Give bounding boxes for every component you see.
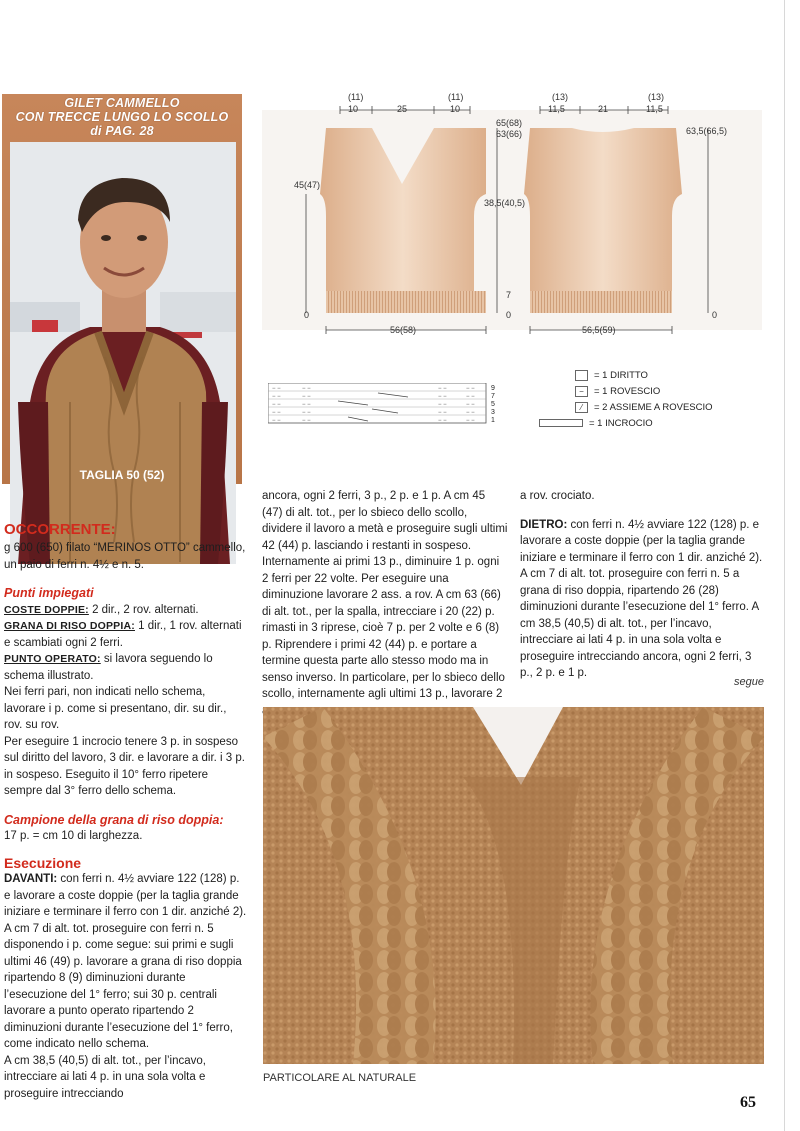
coste-text: 2 dir., 2 rov. alternati.: [88, 603, 199, 616]
davanti-paragraph-2: A cm 38,5 (40,5) di alt. tot., per l’incavo, intrecciare ai lati 4 p. in una sola volta e proseguire intrecciando: [4, 1054, 206, 1100]
front-rib: [326, 291, 486, 313]
back-rib: [530, 291, 672, 313]
dietro-key: DIETRO:: [520, 518, 568, 531]
coste-paragraph: [4, 602, 247, 619]
front-neck-label: 45(47): [294, 180, 321, 190]
page-edge-line: [784, 0, 785, 1131]
photo-title-line-2: CON TRECCE LUNGO LO SCOLLO: [15, 110, 229, 124]
stitch-chart: [268, 383, 500, 431]
front-top-left-value: 10: [348, 104, 359, 114]
esecuzione-title: Esecuzione: [4, 854, 82, 871]
svg-text:− −: − −: [272, 402, 281, 408]
front-top-right-label: (11): [448, 92, 464, 102]
campione-text: 17 p. = cm 10 di larghezza.: [4, 830, 143, 842]
front-shoulder-low: 63(66): [496, 129, 523, 139]
para-ferri-pari: Nei ferri pari, non indicati nello schema, lavorare i p. come si presentano, dir. su dir., rov. su rov.: [4, 686, 227, 731]
back-piece: [524, 128, 682, 313]
square-empty-icon: [575, 370, 588, 381]
knit-caption: PARTICOLARE AL NATURALE: [263, 1072, 417, 1084]
segue-label: segue: [734, 676, 764, 688]
legend-text-assieme: = 2 ASSIEME A ROVESCIO: [594, 401, 713, 413]
davanti-paragraph: [4, 871, 247, 1053]
mid-text: ancora, ogni 2 ferri, 3 p., 2 p. e 1 p. A cm 45 (47) di alt. tot., per lo sbieco dello scollo, dividere il lavoro a metà e proseguire sugli ultimi 42 (44) p. lasciando i restanti in sospeso. Internamente ai primi 13 p., diminuire 1 p. ogni 2 ferri per 22 volte. Per eseguire una diminuzione lavorare 2 ass. a rov. A cm 63 (66) di alt. tot., per la spalla, intrecciare i 20 (22) p. rimasti in 3 riprese, cioè 7 p. per 2 volte e 6 (8) p. Riprendere i primi 42 (44) p. e portare a termine questa parte allo stesso modo ma in senso inverso. In particolare, per lo sbieco dello scollo, internamente agli ultimi 13 p., lavorare 2: [262, 490, 508, 700]
photo-title-line-1: GILET CAMMELLO: [64, 96, 180, 110]
back-width-label: 56,5(59): [582, 325, 616, 335]
occorrente-title: OCCORRENTE:: [4, 521, 116, 538]
grana-key: GRANA DI RISO DOPPIA:: [4, 620, 135, 632]
occorrente-text: g 600 (650) filato “MERINOS OTTO” cammello, un paio di ferri n. 4½ e n. 5.: [4, 542, 246, 571]
svg-text:− −: − −: [438, 386, 447, 392]
chart-row-1: 1: [491, 417, 495, 424]
front-rib-label: 7: [506, 290, 512, 300]
garment-schematic: [262, 90, 762, 340]
photo-title-line-3: di PAG. 28: [90, 124, 154, 138]
svg-text:− −: − −: [438, 402, 447, 408]
chart-row-7: 7: [491, 393, 495, 400]
front-width-label: 56(58): [390, 325, 417, 335]
legend-row-incrocio: [575, 416, 653, 430]
coste-key: COSTE DOPPIE:: [4, 603, 89, 616]
dietro-paragraph: [520, 517, 765, 682]
svg-text:− −: − −: [272, 410, 281, 416]
middle-text-column: [262, 488, 508, 719]
back-top-right-value: 11,5: [646, 104, 663, 114]
knit-detail-photo: [263, 707, 764, 1064]
svg-text:− −: − −: [466, 402, 475, 408]
svg-text:− −: − −: [466, 386, 475, 392]
back-shoulder-label: 63,5(66,5): [686, 126, 728, 136]
right-text-top: a rov. crociato.: [520, 490, 595, 502]
punto-text: si lavora seguendo lo schema illustrato.: [4, 653, 213, 682]
svg-text:− −: − −: [438, 394, 447, 400]
punti-title: Punti impiegati: [4, 586, 94, 600]
svg-text:− −: − −: [272, 386, 281, 392]
svg-text:− −: − −: [272, 418, 281, 424]
legend-row-diritto: [575, 368, 648, 382]
right-text-column: [520, 488, 765, 682]
davanti-text: con ferri n. 4½ avviare 122 (128) p. e lavorare a coste doppie (per la taglia grande iniziare e terminare il ferro con 1 dir. anziché 2). A cm 7 di alt. tot. proseguire con ferri n. 5 disponendo i p. come segue: sui primi e sugli ultimi 46 (49) p. lavorare a grana di riso doppia ripartendo 8 (9) diminuzioni durante l’esecuzione del 1° ferro; sui 30 p. centrali lavorare a punto operato ripartendo 2 diminuzioni durante l’esecuzione del 1° ferro, come indicato nello schema.: [4, 873, 247, 1050]
front-piece: [320, 128, 486, 313]
front-zero-left: 0: [304, 310, 310, 320]
punto-key: PUNTO OPERATO:: [4, 653, 101, 665]
svg-text:− −: − −: [302, 394, 311, 400]
chart-row-5: 5: [491, 401, 495, 408]
back-zero-right: 0: [712, 310, 718, 320]
svg-text:− −: − −: [438, 410, 447, 416]
back-top-right-label: (13): [648, 92, 665, 102]
svg-text:− −: − −: [302, 386, 311, 392]
svg-text:− −: − −: [302, 402, 311, 408]
svg-text:− −: − −: [438, 418, 447, 424]
legend-text-rovescio: = 1 ROVESCIO: [594, 385, 661, 397]
front-shoulder-top: 65(68): [496, 118, 523, 128]
knit-texture: [263, 707, 764, 1064]
campione-title: Campione della grana di riso doppia:: [4, 812, 224, 827]
svg-text:− −: − −: [466, 394, 475, 400]
svg-text:− −: − −: [466, 410, 475, 416]
chart-row-9: 9: [491, 385, 495, 392]
svg-text:− −: − −: [302, 418, 311, 424]
model-photo-card: [2, 94, 242, 484]
svg-text:− −: − −: [302, 410, 311, 416]
model-photo: [10, 142, 236, 564]
model-illustration: [10, 142, 236, 564]
legend-text-diritto: = 1 DIRITTO: [594, 369, 648, 381]
front-zero-right: 0: [506, 310, 512, 320]
svg-text:− −: − −: [466, 418, 475, 424]
square-slash-icon: ⁄: [575, 402, 588, 413]
dietro-text: con ferri n. 4½ avviare 122 (128) p. e lavorare a coste doppie (per la taglia grande iniziare e terminare il ferro con 1 dir. anziché 2). A cm 7 di alt. tot. proseguire con ferri n. 5 a grana di riso doppia, ripartendo 26 (28) diminuzioni durante l’esecuzione del 1° ferro. A cm 38,5 (40,5) di alt. tot., per l’incavo, intrecciare ai lati 4 p. in una sola volta e proseguire intrecciando ancora, ogni 2 ferri, 3 p., 2 p. e 1 p.: [520, 518, 763, 679]
svg-text:− −: − −: [272, 394, 281, 400]
legend-row-assieme: [575, 400, 713, 414]
cable-cross-icon: [539, 419, 583, 427]
legend-text-incrocio: = 1 INCROCIO: [589, 417, 653, 429]
photo-title: [2, 96, 242, 138]
grana-paragraph: [4, 618, 247, 651]
davanti-key: DAVANTI:: [4, 873, 58, 885]
chart-row-3: 3: [491, 409, 495, 416]
grana-text: 1 dir., 1 rov. alternati e scambiati ogni 2 ferri.: [4, 620, 242, 649]
front-top-left-label: (11): [348, 92, 364, 102]
punto-paragraph: [4, 651, 247, 684]
back-top-center-value: 21: [598, 104, 609, 114]
front-armhole-label: 38,5(40,5): [484, 198, 526, 208]
back-top-left-value: 11,5: [548, 104, 565, 114]
legend-row-rovescio: [575, 384, 660, 398]
page-number: 65: [740, 1094, 756, 1111]
square-dash-icon: −: [575, 386, 588, 397]
back-top-left-label: (13): [552, 92, 569, 102]
front-top-right-value: 10: [450, 104, 461, 114]
size-label: TAGLIA 50 (52): [79, 468, 165, 482]
left-text-column: [4, 520, 247, 1102]
para-incrocio: Per eseguire 1 incrocio tenere 3 p. in sospeso sul diritto del lavoro, 3 dir. e lavorare a dir. i 3 p. in sospeso. Eseguito il 10° ferro ripetere sempre dal 3° ferro dello schema.: [4, 735, 245, 797]
front-top-center-value: 25: [397, 104, 408, 114]
